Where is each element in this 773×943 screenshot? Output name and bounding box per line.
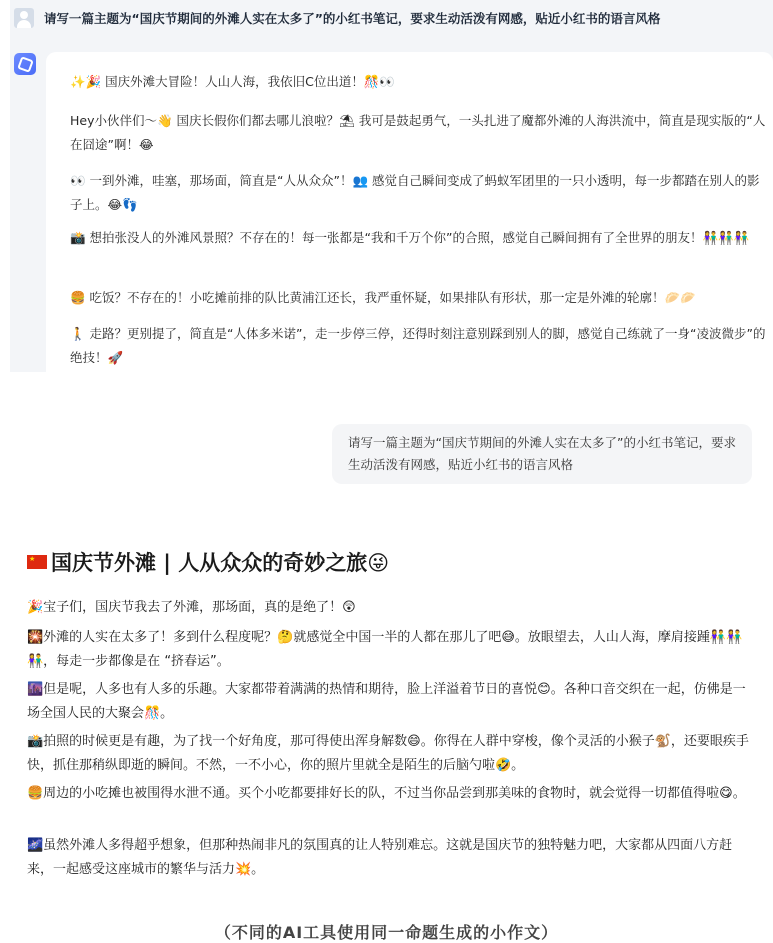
- article-paragraph: 🌌虽然外滩人多得超乎想象，但那种热闹非凡的氛围真的让人特别难忘。这就是国庆节的独特魅力吧，大家都从四面八方赶来，一起感受这座城市的繁华与活力💥。: [27, 838, 733, 877]
- reply-paragraph: 🍔 吃饭？不存在的！小吃摊前排的队比黄浦江还长，我严重怀疑，如果排队有形状，那一定是外滩的轮廓！🥟🥟: [70, 290, 696, 305]
- china-flag-icon: [27, 555, 47, 569]
- user-message-row: [10, 6, 773, 34]
- user-message-bubble: [332, 424, 752, 484]
- article-paragraph: 🌆但是呢，人多也有人多的乐趣。大家都带着满满的热情和期待，脸上洋溢着节日的喜悦😊。各种口音交织在一起，仿佛是一场全国人民的大聚会🎊。: [27, 682, 746, 721]
- image-caption: （不同的AI工具使用同一命题生成的小作文）: [214, 923, 559, 942]
- reply-paragraph: ✨🎉 国庆外滩大冒险！人山人海，我依旧C位出道！🎊👀: [70, 74, 395, 89]
- reply-paragraph: Hey小伙伴们～👋 国庆长假你们都去哪儿浪啦？⛱ 我可是鼓起勇气，一头扎进了魔都外滩的人海洪流中，简直是现实版的“人在囧途”啊！😂: [70, 113, 766, 152]
- chat-panel: [10, 0, 773, 372]
- user-prompt-text: 请写一篇主题为“国庆节期间的外滩人实在太多了”的小红书笔记，要求生动活泼有网感，贴近小红书的语言风格: [44, 11, 661, 26]
- article-paragraph: 🎉宝子们，国庆节我去了外滩，那场面，真的是绝了！😲: [27, 600, 356, 615]
- user-message-text: 请写一篇主题为“国庆节期间的外滩人实在太多了”的小红书笔记，要求生动活泼有网感，贴近小红书的语言风格: [348, 435, 736, 472]
- reply-paragraph: 🚶 走路？更别提了，简直是“人体多米诺”，走一步停三停，还得时刻注意别踩到别人的脚，感觉自己练就了一身“凌波微步”的绝技！🚀: [70, 326, 766, 365]
- article-title-text: 国庆节外滩 | 人从众众的奇妙之旅😜: [51, 551, 390, 575]
- user-avatar-icon: [14, 8, 34, 28]
- reply-paragraph: 📸 想拍张没人的外滩风景照？不存在的！每一张都是“我和千万个你”的合照，感觉自己瞬间拥有了全世界的朋友！👫👫👫: [70, 230, 750, 245]
- article-paragraph: 🎇外滩的人实在太多了！多到什么程度呢？🤔就感觉全中国一半的人都在那儿了吧😅。放眼望去，人山人海，摩肩接踵👫👫👫，每走一步都像是在 “挤春运”。: [27, 630, 743, 669]
- assistant-reply-card: [46, 52, 773, 372]
- article-title: [27, 547, 389, 577]
- reply-paragraph: 👀 一到外滩，哇塞，那场面，简直是“人从众众”！👥 感觉自己瞬间变成了蚂蚁军团里的一只小透明，每一步都踏在别人的影子上。😂👣: [70, 173, 760, 212]
- article-paragraph: 📸拍照的时候更是有趣，为了找一个好角度，那可得使出浑身解数😄。你得在人群中穿梭，像个灵活的小猴子🐒，还要眼疾手快，抓住那稍纵即逝的瞬间。不然，一不小心，你的照片里就全是陌生的后脑勺啦🤣。: [27, 734, 749, 773]
- article-paragraph: 🍔周边的小吃摊也被围得水泄不通。买个小吃都要排好长的队，不过当你品尝到那美味的食物时，就会觉得一切都值得啦😋。: [27, 786, 746, 801]
- assistant-avatar-icon: [14, 53, 36, 75]
